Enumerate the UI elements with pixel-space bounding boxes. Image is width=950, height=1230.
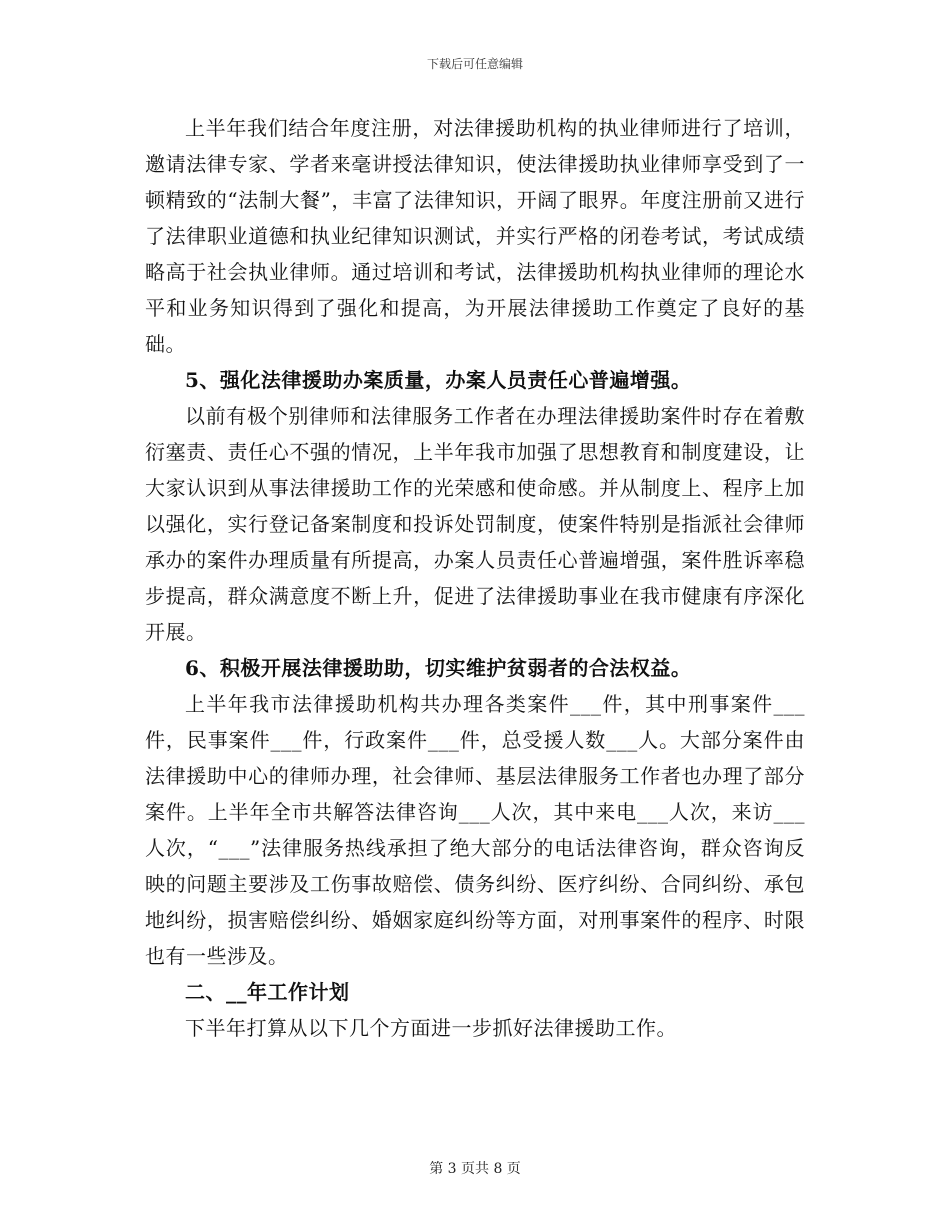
page-footer: 第 3 页共 8 页	[429, 1161, 521, 1177]
document-body	[145, 110, 805, 1046]
paragraph-cases: 上半年我市法律援助机构共办理各类案件___件，其中刑事案件___件，民事案件___件，行政案件___件，总受援人数___人。大部分案件由法律援助中心的律师办理，社会律师、基层法律服务工作者也办理了部分案件。上半年全市共解答法律咨询___人次，其中来电___人次，来访___人次，“___”法律服务热线承担了绝大部分的电话法律咨询，群众咨询反映的问题主要涉及工伤事故赔偿、债务纠纷、医疗纠纷、合同纠纷、承包地纠纷，损害赔偿纠纷、婚姻家庭纠纷等方面，对刑事案件的程序、时限也有一些涉及。	[145, 692, 805, 968]
heading-work-plan: 二、__年工作计划	[185, 980, 350, 1004]
paragraph-quality: 以前有极个别律师和法律服务工作者在办理法律援助案件时存在着敷衍塞责、责任心不强的情况，上半年我市加强了思想教育和制度建设，让大家认识到从事法律援助工作的光荣感和使命感。并从制度上、程序上加以强化，实行登记备案制度和投诉处罚制度，使案件特别是指派社会律师承办的案件办理质量有所提高，办案人员责任心普遍增强，案件胜诉率稳步提高，群众满意度不断上升，促进了法律援助事业在我市健康有序深化开展。	[145, 404, 805, 644]
heading-quality: 5、强化法律援助办案质量，办案人员责任心普遍增强。	[185, 368, 692, 392]
page-header: 下载后可任意编辑	[426, 57, 523, 71]
paragraph-training: 上半年我们结合年度注册，对法律援助机构的执业律师进行了培训，邀请法律专家、学者来毫讲授法律知识，使法律援助执业律师享受到了一顿精致的“法制大餐”，丰富了法律知识，开阔了眼界。年度注册前又进行了法律职业道德和执业纪律知识测试，并实行严格的闭卷考试，考试成绩略高于社会执业律师。通过培训和考试，法律援助机构执业律师的理论水平和业务知识得到了强化和提高，为开展法律援助工作奠定了良好的基础。	[145, 116, 805, 356]
paragraph-plan: 下半年打算从以下几个方面进一步抓好法律援助工作。	[185, 1016, 677, 1040]
heading-rights: 6、积极开展法律援助助，切实维护贫弱者的合法权益。	[185, 656, 692, 680]
